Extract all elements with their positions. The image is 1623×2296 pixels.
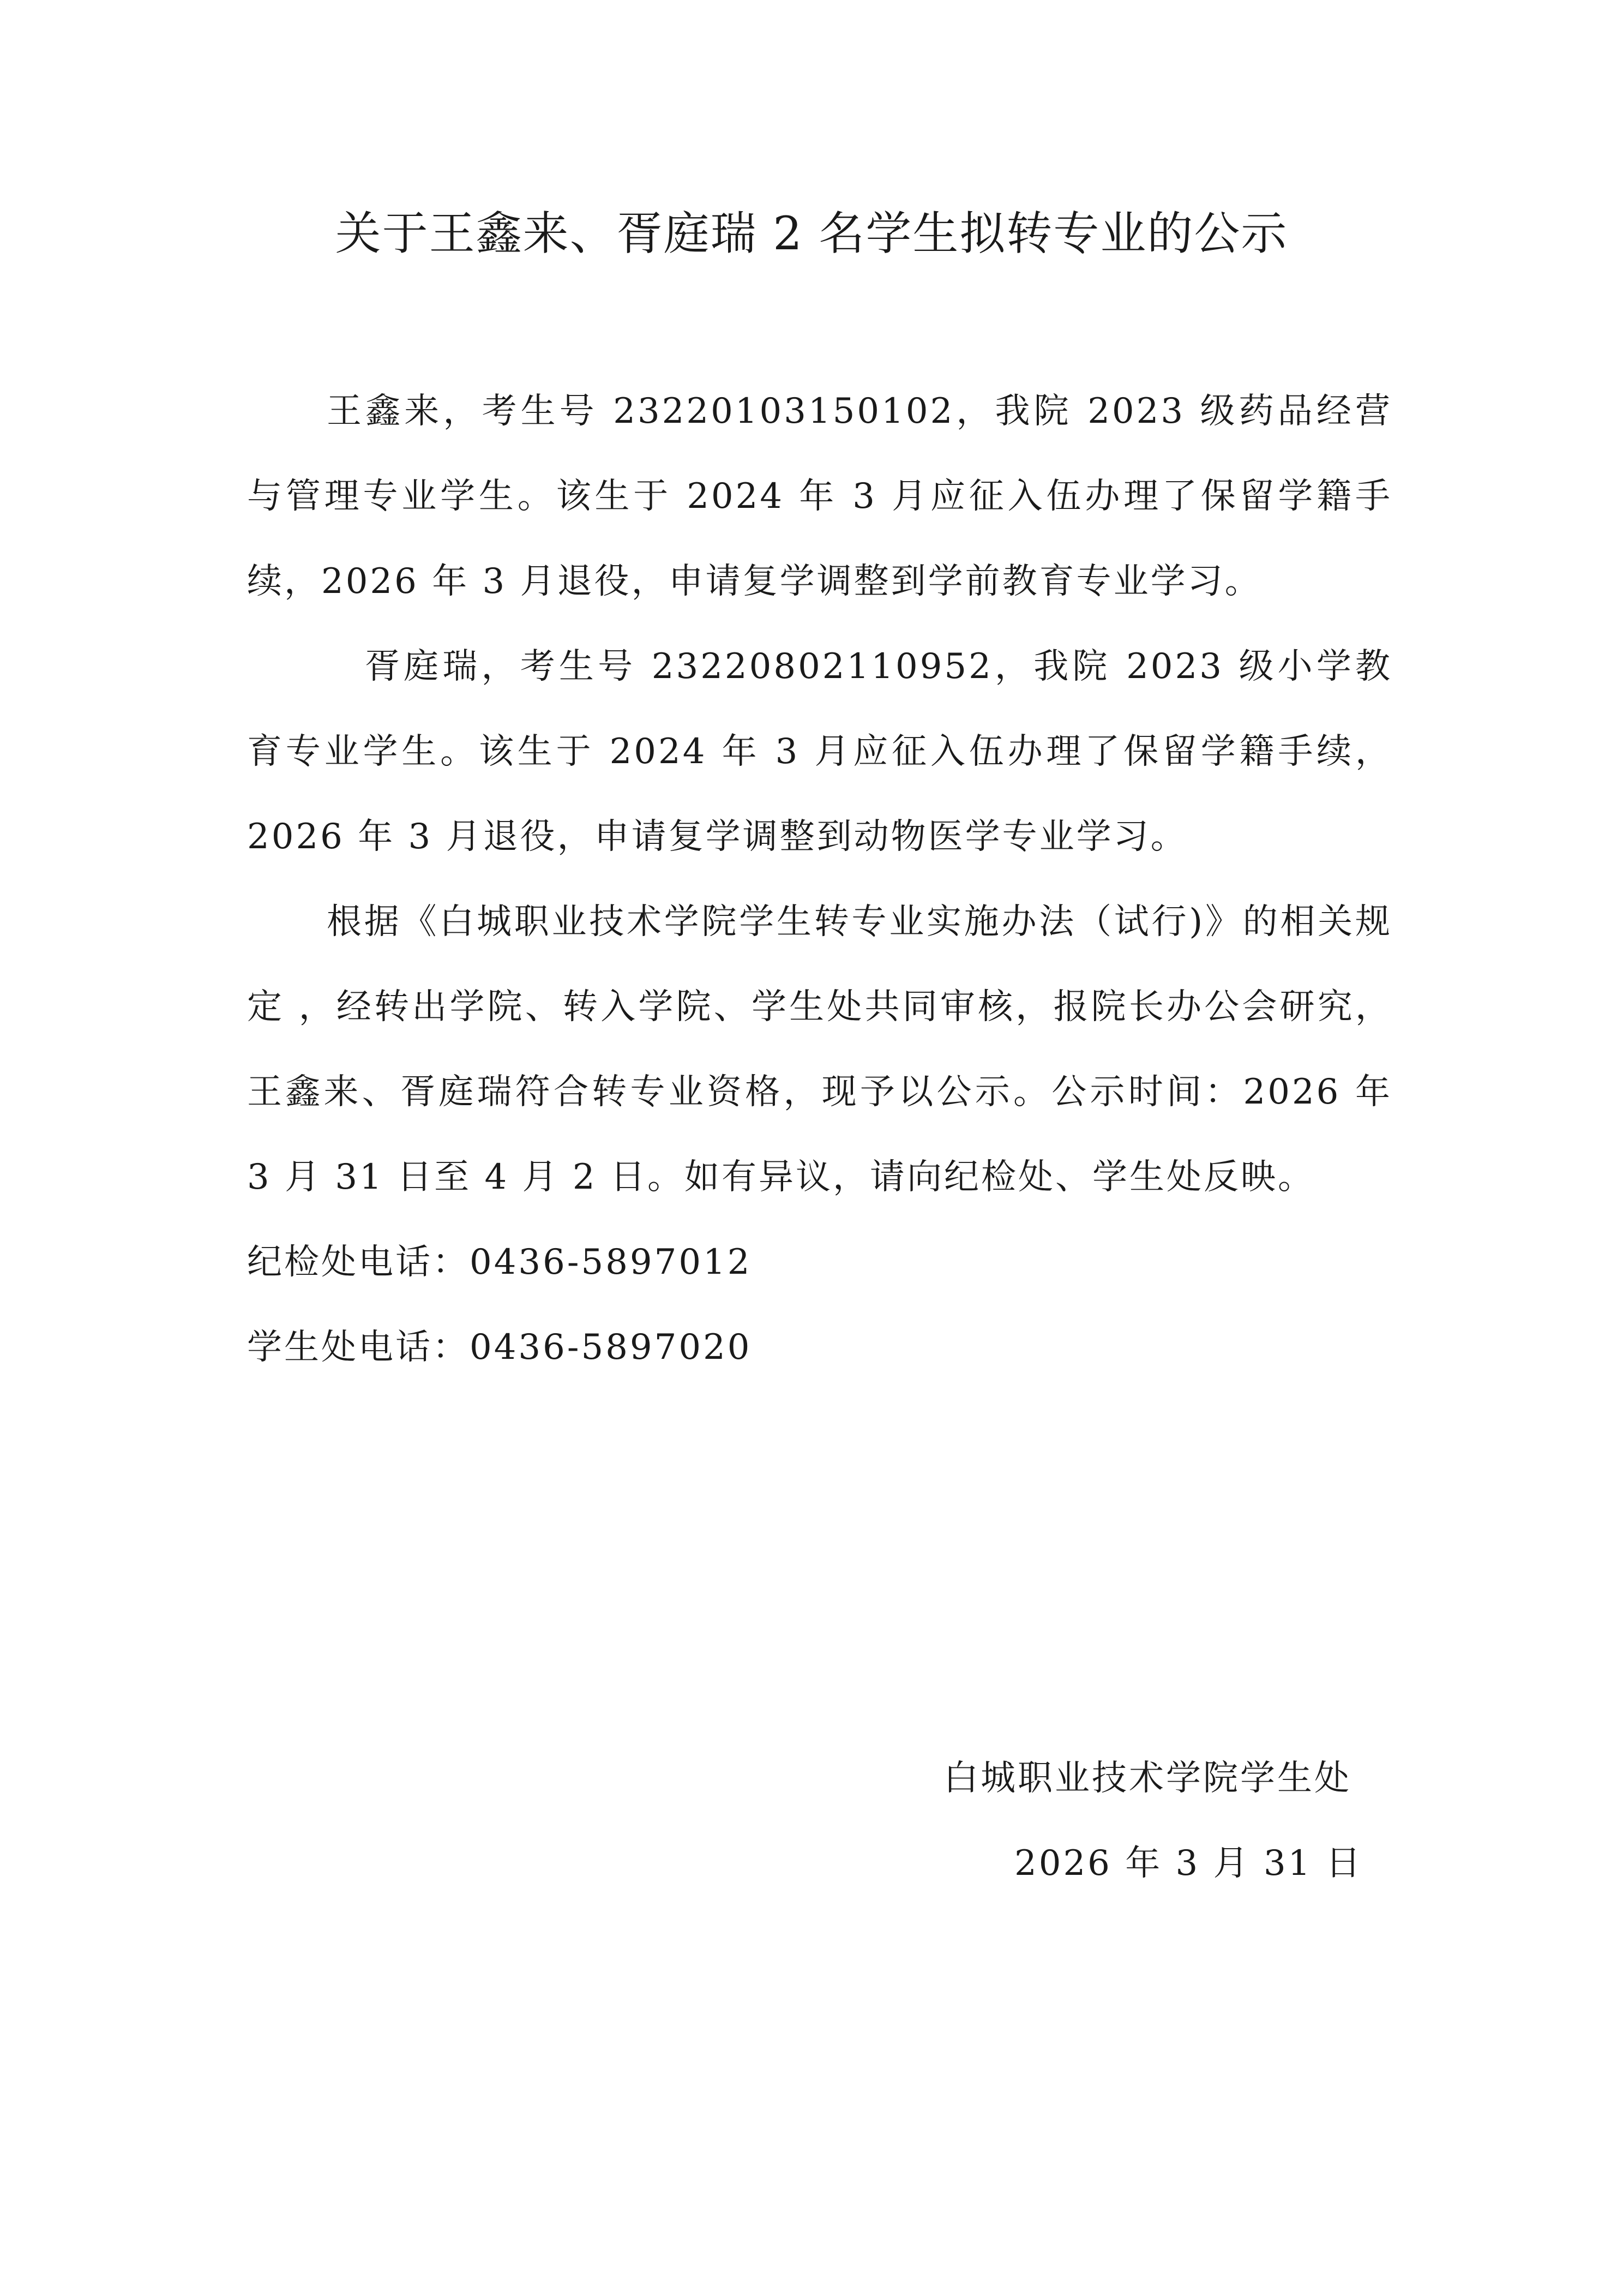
signature-office: 白城职业技术学院学生处 bbox=[943, 1758, 1351, 1799]
contact-discipline-office: 纪检处电话：0436-5897012 bbox=[247, 1242, 752, 1282]
signature-date: 2026 年 3 月 31 日 bbox=[1014, 1843, 1363, 1884]
contact-student-office: 学生处电话：0436-5897020 bbox=[247, 1327, 752, 1368]
document-title: 关于王鑫来、胥庭瑞 2 名学生拟转专业的公示 bbox=[335, 207, 1288, 260]
paragraph-announcement: 根据《白城职业技术学院学生转专业实施办法（试行)》的相关规定 ，经转出学院、转入学院、学生处共同审核，报院长办公会研究，王鑫来、胥庭瑞符合转专业资格，现予以公示。公示时间：2026 年 3 月 31 日至 4 月 2 日。如有异议，请向纪检处、学生处反映。 bbox=[247, 902, 1392, 1197]
paragraph-xu-tingrui: 胥庭瑞，考生号 23220802110952，我院 2023 级小学教育专业学生。该生于 2024 年 3 月应征入伍办理了保留学籍手续，2026 年 3 月退役，申请复学调整到动物医学专业学习。 bbox=[247, 646, 1392, 857]
paragraph-wang-xinlai: 王鑫来，考生号 23220103150102，我院 2023 级药品经营与管理专业学生。该生于 2024 年 3 月应征入伍办理了保留学籍手续，2026 年 3 月退役，申请复学调整到学前教育专业学习。 bbox=[247, 391, 1392, 602]
signature-block bbox=[927, 1736, 1418, 1906]
document-body bbox=[247, 369, 1392, 1390]
